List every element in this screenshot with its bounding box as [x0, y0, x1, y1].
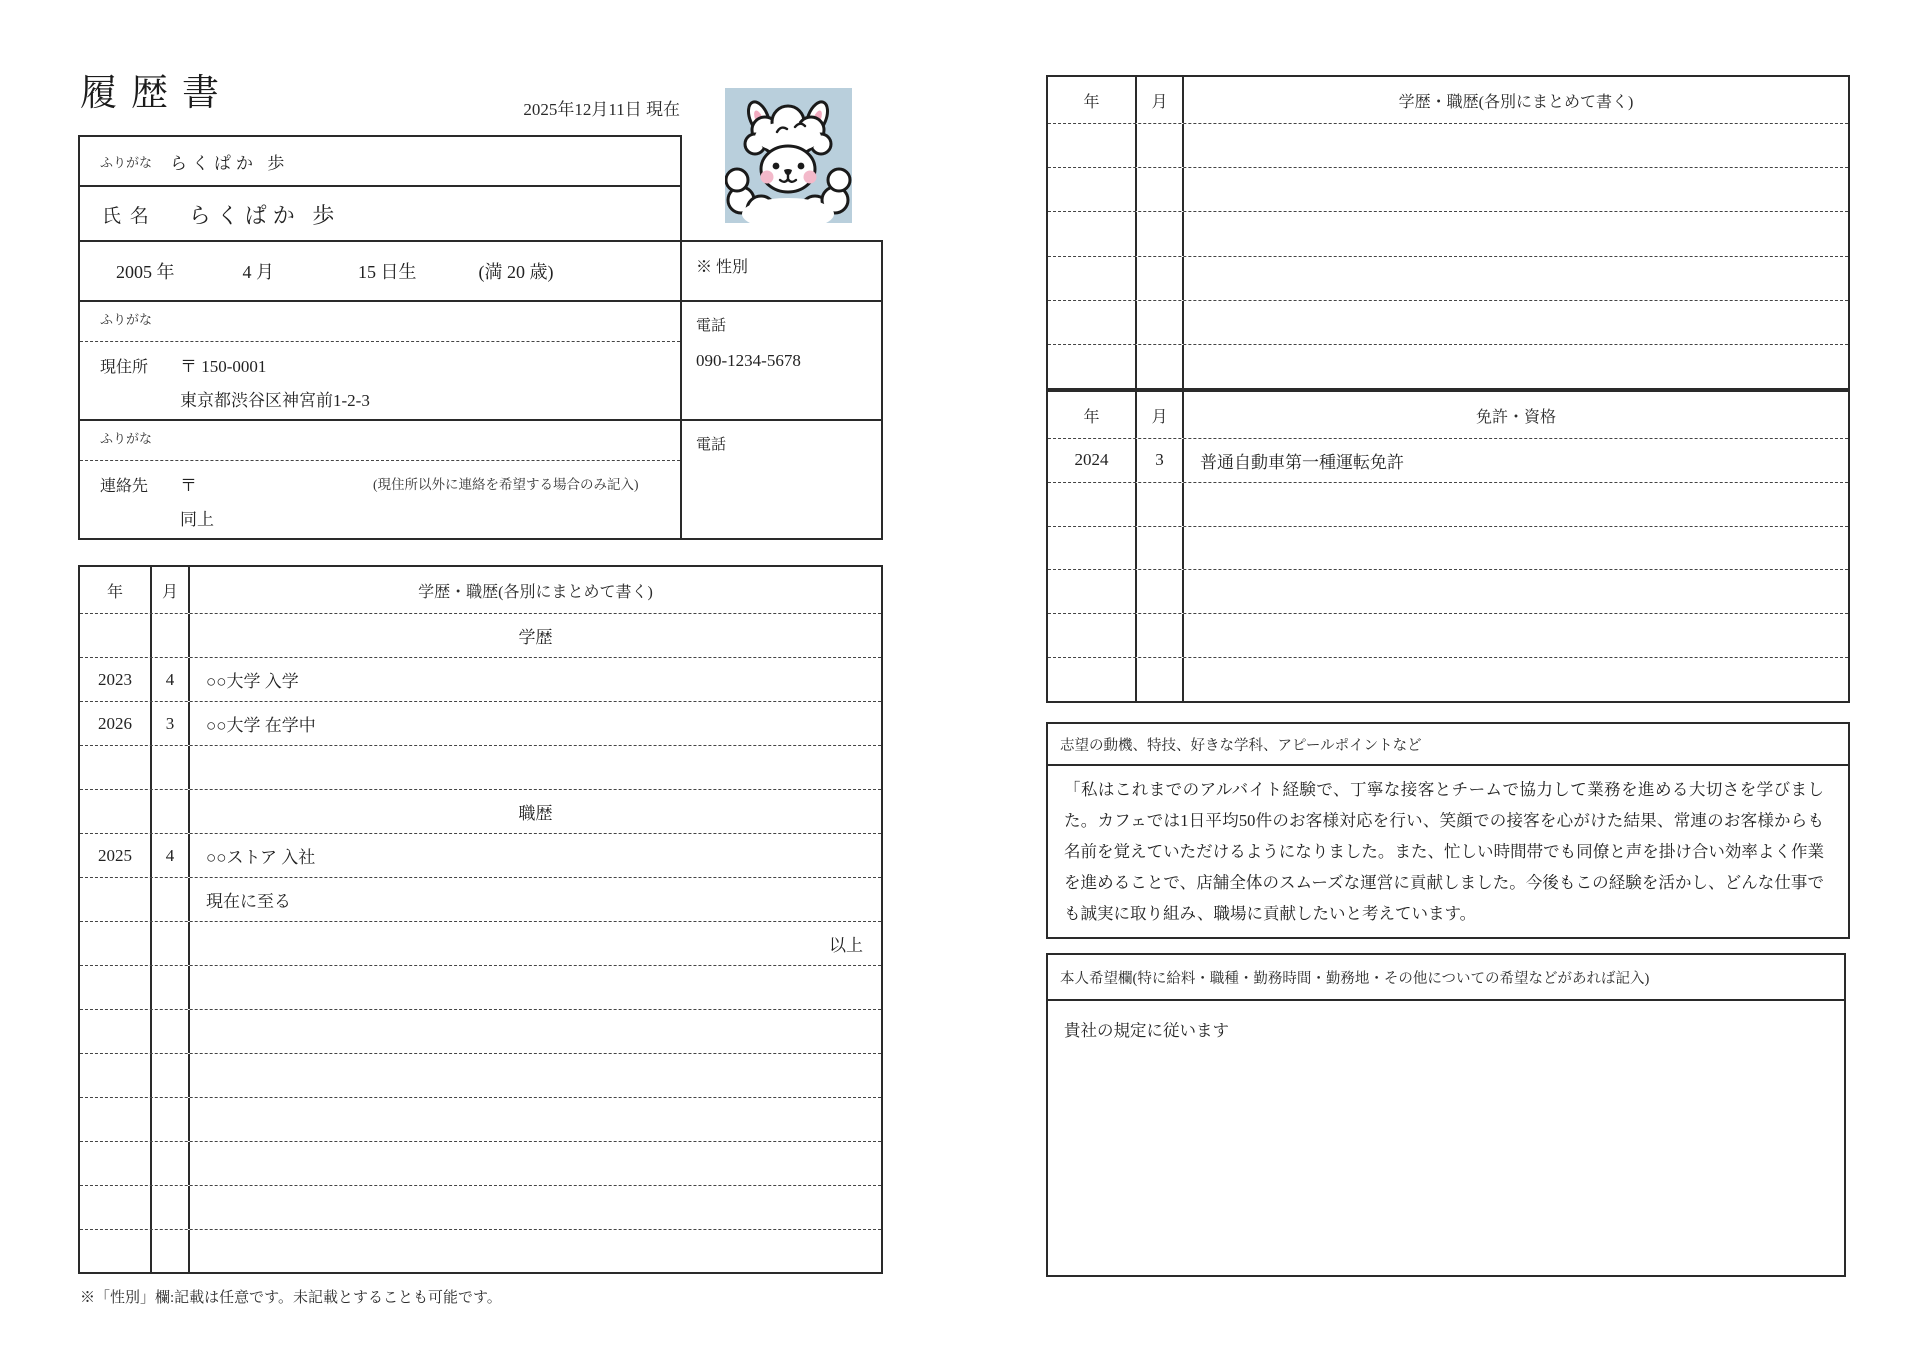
cell-month: [1137, 345, 1184, 388]
cell-month: [1137, 570, 1184, 613]
table-row: [1048, 483, 1848, 527]
table-row: [1048, 124, 1848, 168]
cell-month: 3: [152, 702, 190, 745]
license-rows: [1048, 439, 1848, 701]
cell-month: [1137, 301, 1184, 344]
cell-month: [152, 1054, 190, 1097]
cell-detail: [190, 966, 881, 1009]
cell-month: [1137, 483, 1184, 526]
header-month: 月: [152, 567, 190, 613]
birth-month: 4 月: [242, 262, 274, 282]
history-table-left: [78, 565, 883, 1274]
cell-month: [152, 1142, 190, 1185]
cell-year: [80, 878, 152, 921]
cell-detail: [1184, 483, 1848, 526]
name-row: [80, 187, 680, 242]
header-year: 年: [1048, 392, 1137, 438]
cell-year: [80, 1186, 152, 1229]
table-row: [80, 1142, 881, 1186]
cell-month: [152, 878, 190, 921]
contact-value: 同上: [180, 510, 214, 529]
cell-month: [1137, 212, 1184, 255]
cell-detail: 以上: [829, 936, 863, 955]
cell-year: 2023: [80, 658, 152, 701]
cell-year: 2025: [80, 834, 152, 877]
cell-detail: [190, 746, 881, 789]
cell-year: [1048, 527, 1137, 570]
cell-month: [1137, 168, 1184, 211]
cell-year: [80, 1054, 152, 1097]
cell-detail: [1184, 345, 1848, 388]
personal-wishes-box: [1046, 953, 1846, 1277]
cell-month: 4: [152, 658, 190, 701]
cell-detail: [190, 1186, 881, 1229]
birthdate: [80, 242, 680, 300]
cell-detail: ○○大学 入学: [206, 672, 299, 691]
contact-note: (現住所以外に連絡を希望する場合のみ記入): [373, 477, 639, 492]
table-header: [80, 567, 881, 614]
cell-year: [1048, 658, 1137, 701]
cell-month: 4: [152, 834, 190, 877]
cell-detail: [1184, 527, 1848, 570]
header-month: 月: [1137, 392, 1184, 438]
table-row: [1048, 570, 1848, 614]
cell-year: [80, 966, 152, 1009]
applicant-photo: [725, 88, 852, 223]
table-row: [1048, 345, 1848, 388]
cell-year: [1048, 345, 1137, 388]
table-row: [80, 746, 881, 790]
table-row: [80, 966, 881, 1010]
history-table-right: [1046, 75, 1850, 390]
table-row: [80, 1054, 881, 1098]
cell-detail: [190, 1230, 881, 1274]
cell-year: [80, 1010, 152, 1053]
contact-row: [80, 421, 881, 538]
furigana-label: ふりがな: [100, 154, 153, 170]
cell-year: [80, 1098, 152, 1141]
table-row: [1048, 439, 1848, 483]
personal-info-box: [78, 240, 883, 540]
cell-detail: [1184, 124, 1848, 167]
cell-month: [1137, 257, 1184, 300]
wishes-body: 貴社の規定に従います: [1064, 1021, 1229, 1040]
header-month: 月: [1137, 77, 1184, 123]
history-rows: [1048, 124, 1848, 388]
cell-detail: [190, 1098, 881, 1141]
cell-year: [80, 1142, 152, 1185]
motivation-title: 志望の動機、特技、好きな学科、アピールポイントなど: [1048, 724, 1848, 766]
table-header: [1048, 77, 1848, 124]
table-row: [80, 1186, 881, 1230]
cell-year: [1048, 212, 1137, 255]
birth-age: (満 20 歳): [478, 262, 554, 282]
cell-year: 2026: [80, 702, 152, 745]
cell-year: [1048, 257, 1137, 300]
table-row: [1048, 614, 1848, 658]
cell-month: [1137, 124, 1184, 167]
table-row: [80, 614, 881, 658]
table-row: [1048, 658, 1848, 701]
cell-month: [152, 1098, 190, 1141]
history-rows: [80, 614, 881, 1274]
cell-detail: [1184, 614, 1848, 657]
cell-detail: 学歴: [518, 628, 553, 647]
cell-month: [152, 1010, 190, 1053]
birth-day: 15 日生: [358, 262, 417, 282]
table-row: [1048, 212, 1848, 256]
name-box: [78, 135, 682, 242]
document-date: 2025年12月11日 現在: [523, 100, 680, 119]
contact-phone-label: 電話: [696, 437, 727, 453]
cell-detail: 現在に至る: [206, 892, 291, 911]
header-detail: 学歴・職歴(各別にまとめて書く): [418, 583, 653, 601]
table-row: [80, 702, 881, 746]
birth-row: [80, 242, 881, 302]
cell-year: [80, 614, 152, 657]
cell-detail: [1184, 168, 1848, 211]
cell-month: [152, 746, 190, 789]
cell-year: [80, 790, 152, 833]
cell-year: [1048, 570, 1137, 613]
cell-detail: 職歴: [518, 804, 553, 823]
birth-year: 2005 年: [116, 262, 175, 282]
header-detail: 学歴・職歴(各別にまとめて書く): [1398, 93, 1634, 111]
cell-month: [152, 966, 190, 1009]
table-row: [80, 834, 881, 878]
cell-year: [80, 746, 152, 789]
cell-detail: [1184, 212, 1848, 255]
cell-detail: [1184, 257, 1848, 300]
page-title: 履歴書: [80, 73, 233, 114]
cell-month: [152, 614, 190, 657]
table-row: [80, 658, 881, 702]
table-row: [1048, 168, 1848, 212]
furigana-row: [80, 137, 680, 187]
cell-detail: [1184, 658, 1848, 701]
cell-year: [80, 1230, 152, 1274]
address-postal: 〒 150-0001: [180, 357, 267, 376]
cell-detail: 普通自動車第一種運転免許: [1200, 452, 1404, 472]
header-detail: 免許・資格: [1475, 408, 1556, 426]
contact-furigana-label: ふりがな: [100, 431, 153, 446]
name-label: 氏 名: [102, 206, 151, 227]
table-row: [1048, 257, 1848, 301]
cell-detail: ○○大学 在学中: [206, 716, 316, 735]
phone-label: 電話: [696, 318, 727, 334]
cell-year: [1048, 168, 1137, 211]
cell-detail: ○○ストア 入社: [206, 848, 316, 867]
alpaca-icon: [725, 88, 852, 223]
address-value: 東京都渋谷区神宮前1-2-3: [180, 391, 370, 410]
table-row: [1048, 301, 1848, 345]
furigana-value: らくぱか 歩: [170, 153, 290, 173]
cell-month: [152, 1186, 190, 1229]
header-year: 年: [1048, 77, 1137, 123]
cell-month: [152, 922, 190, 965]
contact-label: 連絡先: [100, 478, 149, 495]
cell-detail: [1184, 570, 1848, 613]
cell-month: 3: [1137, 439, 1184, 482]
address-label: 現住所: [100, 359, 149, 376]
address-row: [80, 302, 881, 421]
table-row: [80, 1098, 881, 1142]
cell-year: [80, 922, 152, 965]
phone-value: 090-1234-5678: [696, 351, 801, 370]
motivation-box: [1046, 722, 1850, 939]
name-value: らくぱか 歩: [188, 203, 341, 228]
cell-year: [1048, 124, 1137, 167]
address-furigana-label: ふりがな: [100, 312, 153, 327]
cell-month: [152, 1230, 190, 1274]
cell-year: 2024: [1048, 439, 1137, 482]
wishes-title: 本人希望欄(特に給料・職種・勤務時間・勤務地・その他についての希望などがあれば記入): [1048, 955, 1844, 1001]
contact-postal: 〒: [180, 476, 197, 495]
cell-detail: [190, 1010, 881, 1053]
table-row: [80, 922, 881, 966]
cell-detail: [1184, 301, 1848, 344]
cell-year: [1048, 301, 1137, 344]
cell-month: [1137, 658, 1184, 701]
motivation-body: 「私はこれまでのアルバイト経験で、丁寧な接客とチームで協力して業務を進める大切さを学びました。カフェでは1日平均50件のお客様対応を行い、笑顔での接客を心がけた結果、常連のお客様からも名前を覚えていただけるようになりました。また、忙しい時間帯でも同僚と声を掛け合い効率よく作業を進めることで、店舗全体のスムーズな運営に貢献しました。今後もこの経験を活かし、どんな仕事でも誠実に取り組み、職場に貢献したいと考えています。: [1064, 780, 1824, 923]
table-header: [1048, 392, 1848, 439]
header-year: 年: [80, 567, 152, 613]
table-row: [80, 790, 881, 834]
cell-year: [1048, 483, 1137, 526]
cell-month: [1137, 614, 1184, 657]
cell-detail: [190, 1142, 881, 1185]
sex-label: ※ 性別: [696, 259, 749, 276]
table-row: [80, 1230, 881, 1274]
cell-year: [1048, 614, 1137, 657]
table-row: [80, 878, 881, 922]
cell-month: [152, 790, 190, 833]
cell-month: [1137, 527, 1184, 570]
sex-field-footnote: ※「性別」欄:記載は任意です。未記載とすることも可能です。: [80, 1290, 502, 1306]
cell-detail: [190, 1054, 881, 1097]
table-row: [80, 1010, 881, 1054]
license-table: [1046, 390, 1850, 703]
table-row: [1048, 527, 1848, 571]
